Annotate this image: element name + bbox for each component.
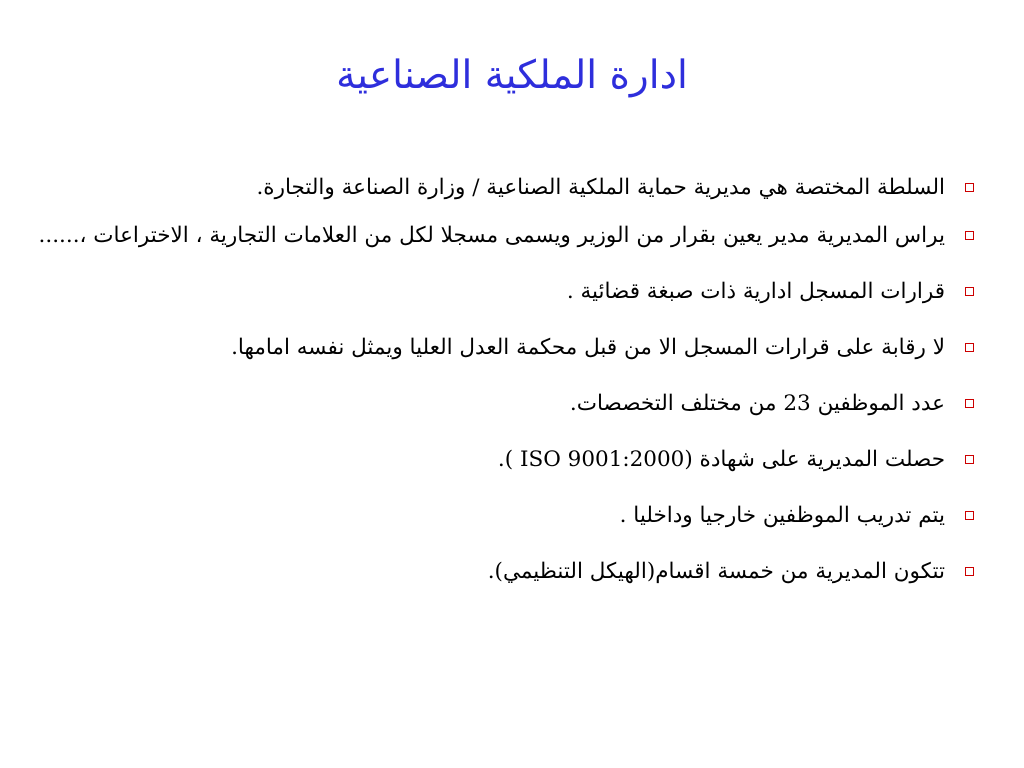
bullet-item [14,496,974,535]
bullet-text: تتكون المديرية من خمسة اقسام(الهيكل التنظيمي). [487,559,945,584]
slide-title: ادارة الملكية الصناعية [336,53,688,98]
bullet-list [14,168,974,591]
bullet-text: عدد الموظفين 23 من مختلف التخصصات. [569,391,945,416]
bullet-text: السلطة المختصة هي مديرية حماية الملكية الصناعية / وزارة الصناعة والتجارة. [256,175,945,200]
bullet-text: يتم تدريب الموظفين خارجيا وداخليا . [619,503,945,528]
hollow-square-bullet-icon [965,287,974,296]
bullet-item [14,216,974,255]
bullet-item [14,168,974,207]
bullet-item [14,440,974,479]
hollow-square-bullet-icon [965,231,974,240]
bullet-text: قرارات المسجل ادارية ذات صبغة قضائية . [566,279,945,304]
bullet-item [14,328,974,367]
bullet-text: حصلت المديرية على شهادة (ISO 9001:2000 ). [497,447,945,472]
bullet-item [14,272,974,311]
hollow-square-bullet-icon [965,455,974,464]
hollow-square-bullet-icon [965,183,974,192]
hollow-square-bullet-icon [965,399,974,408]
bullet-text: لا رقابة على قرارات المسجل الا من قبل محكمة العدل العليا ويمثل نفسه امامها. [231,335,945,360]
hollow-square-bullet-icon [965,567,974,576]
bullet-item [14,552,974,591]
hollow-square-bullet-icon [965,511,974,520]
bullet-text: يراس المديرية مدير يعين بقرار من الوزير ويسمى مسجلا لكل من العلامات التجارية ، الاختراعات ،...... [38,223,945,248]
hollow-square-bullet-icon [965,343,974,352]
bullet-item [14,384,974,423]
